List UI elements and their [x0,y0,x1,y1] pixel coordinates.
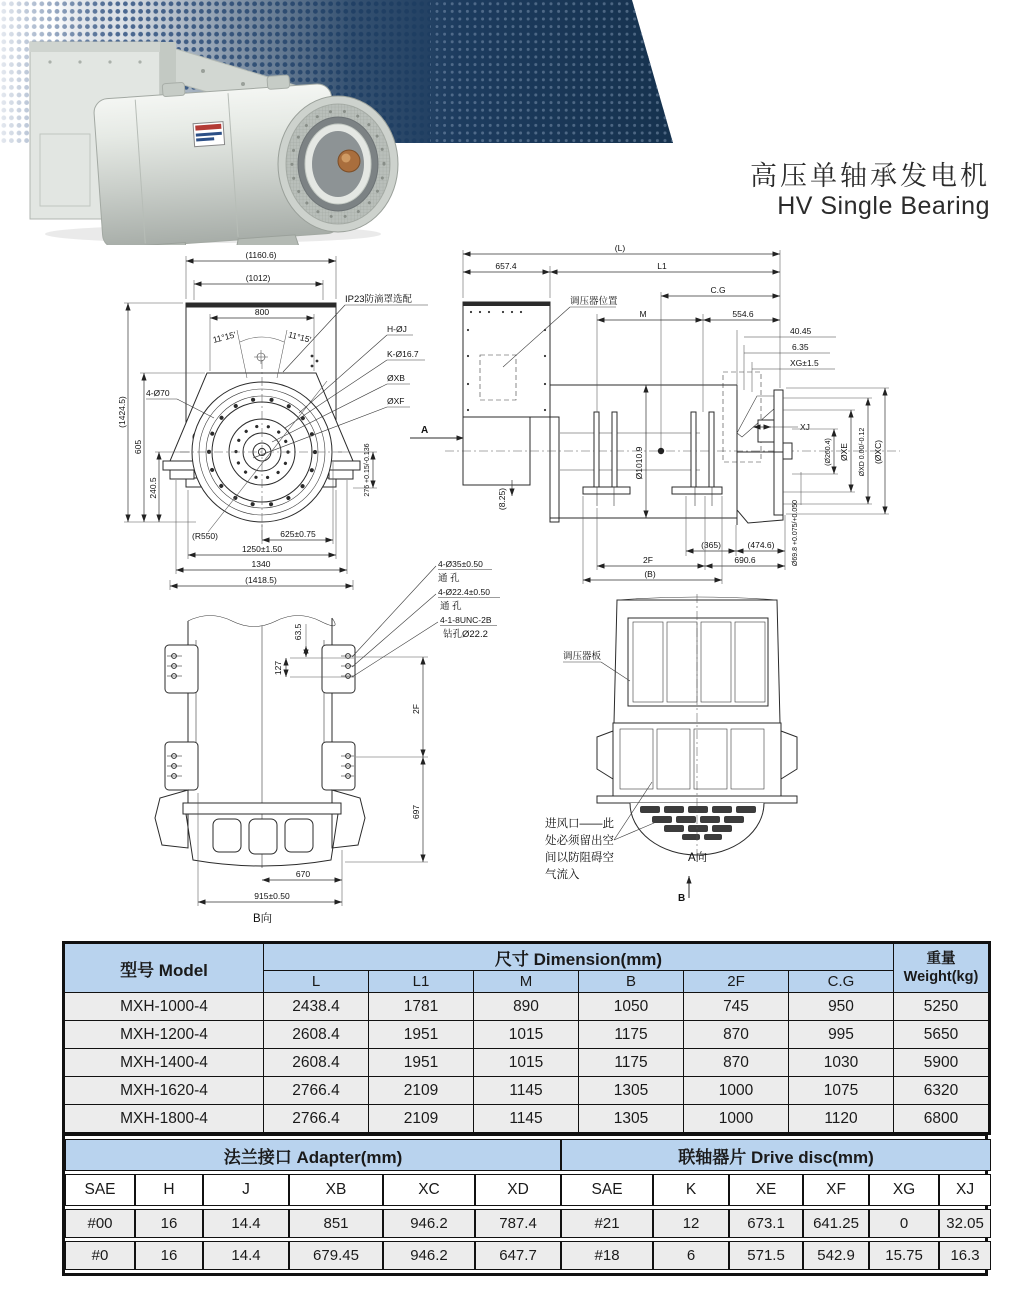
table-cell: 679.45 [289,1241,383,1270]
adapter-table-column-header-row [65,1174,991,1206]
table-cell: 1075 [789,1077,894,1105]
bottom-view-drawing [155,559,500,925]
column-header: XF [803,1174,869,1206]
adapter-table-body [65,1209,991,1270]
table-cell: 571.5 [729,1241,803,1270]
dimension-table-weight-header [894,943,990,993]
dimension-table-model-header: 型号 Model [64,943,264,993]
table-cell: 32.05 [939,1209,991,1238]
table-cell: 1030 [789,1049,894,1077]
table-cell: 1145 [474,1077,579,1105]
dim-label: 690.6 [734,555,756,565]
table-cell: 1050 [579,993,684,1021]
table-cell: 2608.4 [264,1049,369,1077]
air-inlet-note: 进风口——此 [545,818,614,830]
column-header: B [579,971,684,993]
dim-label: (474.6) [747,540,775,550]
regulator-position-label: 调压器位置 [570,296,618,307]
table-cell: 745 [684,993,789,1021]
dim-label: (1012) [245,273,271,283]
dim-label: 605 [133,439,143,455]
table-cell: 1015 [474,1049,579,1077]
column-header: H [135,1174,203,1206]
table-cell: 14.4 [203,1241,289,1270]
column-header: XE [729,1174,803,1206]
table-cell: 16 [135,1209,203,1238]
table-row [64,1105,990,1134]
dim-label: XG±1.5 [790,358,819,368]
table-cell: 1000 [684,1077,789,1105]
column-header: L [264,971,369,993]
callout-hoj: H-ØJ [387,324,407,334]
page-title-en: HV Single Bearing [777,192,990,221]
regulator-panel-label: 调压器板 [563,651,602,662]
table-cell: 641.25 [803,1209,869,1238]
dim-label: 1340 [251,559,271,569]
table-row [64,1077,990,1105]
dim-label: XJ [800,422,810,432]
table-cell: MXH-1800-4 [64,1105,264,1134]
section-marker-b: B [678,893,686,904]
column-header: XC [383,1174,475,1206]
column-header: SAE [65,1174,135,1206]
weight-header-zh: 重量 [926,950,956,967]
table-cell: 1951 [369,1021,474,1049]
table-cell: 1781 [369,993,474,1021]
table-cell: 6800 [894,1105,990,1134]
table-cell: 1305 [579,1077,684,1105]
table-cell: 950 [789,993,894,1021]
dim-label: 127 [273,660,283,676]
table-cell: 673.1 [729,1209,803,1238]
adapter-table [65,1136,991,1273]
table-cell: 14.4 [203,1209,289,1238]
air-inlet-note: 间以防阻碍空 [545,852,614,864]
table-cell: 1015 [474,1021,579,1049]
table-row [65,1209,991,1238]
dimension-table-body [64,993,990,1134]
dim-label: (ØXC) [873,439,883,465]
table-cell: 5650 [894,1021,990,1049]
callout-k167: K-Ø16.7 [387,349,419,359]
dim-label: 63.5 [293,623,303,641]
table-cell: #0 [65,1241,135,1270]
column-header: L1 [369,971,474,993]
dim-label: 6.35 [792,342,809,352]
table-cell: 1000 [684,1105,789,1134]
table-row [64,1049,990,1077]
view-label-b: B向 [253,913,273,925]
table-cell: #21 [561,1209,653,1238]
table-cell: 870 [684,1049,789,1077]
table-cell: MXH-1000-4 [64,993,264,1021]
table-cell: 6 [653,1241,729,1270]
column-header: C.G [789,971,894,993]
dim-label: 2F [411,704,421,714]
table-cell: 647.7 [475,1241,561,1270]
section-marker-a: A [421,425,429,436]
dim-label: 625±0.75 [280,529,316,539]
table-cell: 1145 [474,1105,579,1134]
column-header: SAE [561,1174,653,1206]
dim-label: ØXE [839,443,849,461]
dim-label: 657.4 [495,261,517,271]
table-cell: 2608.4 [264,1021,369,1049]
view-label-a: A向 [688,852,708,864]
table-cell: 1951 [369,1049,474,1077]
table-cell: 1305 [579,1105,684,1134]
table-cell: 6320 [894,1077,990,1105]
column-header: K [653,1174,729,1206]
dim-label: (1424.5) [117,396,127,428]
dim-label: (365) [701,540,721,550]
page-title [750,161,990,221]
dim-label: (1418.5) [245,575,277,585]
table-cell: #00 [65,1209,135,1238]
table-cell: 946.2 [383,1241,475,1270]
column-header: J [203,1174,289,1206]
table-cell: #18 [561,1241,653,1270]
dim-label: 1250±1.50 [241,544,283,554]
column-header: XB [289,1174,383,1206]
dim-label: 4-Ø70 [146,388,170,398]
table-cell: 0 [869,1209,939,1238]
table-cell: 12 [653,1209,729,1238]
dim-label: 697 [411,804,421,820]
dim-label: L1 [657,261,667,271]
dim-label: (1160.6) [245,250,277,260]
dim-label: (B) [644,569,656,579]
page-title-zh: 高压单轴承发电机 [750,161,990,191]
table-cell: 2109 [369,1077,474,1105]
dim-label: ØXD 0.00/-0.12 [859,427,866,477]
dimension-table [62,941,991,1135]
air-inlet-note: 气流入 [545,869,580,881]
table-row [65,1241,991,1270]
callout-holes-1b: 通 孔 [438,573,460,584]
table-cell: 16.3 [939,1241,991,1270]
table-cell: 2438.4 [264,993,369,1021]
side-view-drawing [445,243,900,584]
callout-holes-1: 4-Ø35±0.50 [438,559,483,569]
dim-label: 276 +0.15/-0.136 [364,443,371,497]
callout-holes-3b: 钻孔Ø22.2 [443,629,488,640]
dim-label: 11°15' [287,329,313,345]
table-cell: 2766.4 [264,1105,369,1134]
callout-oxf: ØXF [387,396,405,406]
table-cell: 1175 [579,1021,684,1049]
dim-label: Ø1010.9 [634,446,644,480]
table-cell: 5250 [894,993,990,1021]
dim-label: (8.25) [497,487,507,511]
dim-label: (L) [614,243,626,253]
table-cell: 2109 [369,1105,474,1134]
callout-holes-3: 4-1-8UNC-2B [440,615,492,625]
table-cell: 1175 [579,1049,684,1077]
callout-holes-2: 4-Ø22.4±0.50 [438,587,490,597]
dim-label: 915±0.50 [254,891,290,901]
column-header: 2F [684,971,789,993]
dim-label: 11°15' [211,329,237,345]
table-cell: 787.4 [475,1209,561,1238]
dim-label: Ø69.8 +0.075/+0.050 [792,499,799,567]
column-header: M [474,971,579,993]
dim-label: 40.45 [790,326,812,336]
table-cell: 870 [684,1021,789,1049]
front-view-drawing [117,250,464,590]
table-cell: 946.2 [383,1209,475,1238]
callout-holes-2b: 通 孔 [440,601,462,612]
rear-view-drawing [545,594,797,904]
table-cell: 542.9 [803,1241,869,1270]
table-cell: 5900 [894,1049,990,1077]
table-row [64,1021,990,1049]
drive-disc-group-header: 联轴器片 Drive disc(mm) [561,1139,991,1171]
table-cell: 16 [135,1241,203,1270]
dim-label: 2F [643,555,653,565]
dim-label: 554.6 [732,309,754,319]
column-header: XG [869,1174,939,1206]
column-header: XD [475,1174,561,1206]
column-header: XJ [939,1174,991,1206]
table-cell: 15.75 [869,1241,939,1270]
table-cell: 890 [474,993,579,1021]
table-cell: 2766.4 [264,1077,369,1105]
callout-oxb: ØXB [387,373,405,383]
dim-label: 670 [295,869,311,879]
dim-label: C.G [710,285,726,295]
adapter-table-wrapper [62,1133,988,1276]
table-row [64,993,990,1021]
dimension-table-dimension-header: 尺寸 Dimension(mm) [264,943,894,971]
table-cell: 995 [789,1021,894,1049]
dim-label: (R550) [192,531,218,541]
table-cell: MXH-1620-4 [64,1077,264,1105]
weight-header-en: Weight(kg) [903,969,979,985]
technical-drawings [0,240,1022,940]
dim-label: 800 [254,307,270,317]
table-cell: 851 [289,1209,383,1238]
adapter-group-header: 法兰接口 Adapter(mm) [65,1139,561,1171]
dim-label: (Ø260.4) [825,438,832,466]
table-cell: MXH-1200-4 [64,1021,264,1049]
dim-label: 240.5 [148,477,158,499]
callout-ip23: IP23防滴罩选配 [345,294,413,305]
air-inlet-note: 处必须留出空 [545,835,614,847]
dim-label: M [639,309,647,319]
table-cell: 1120 [789,1105,894,1134]
table-cell: MXH-1400-4 [64,1049,264,1077]
